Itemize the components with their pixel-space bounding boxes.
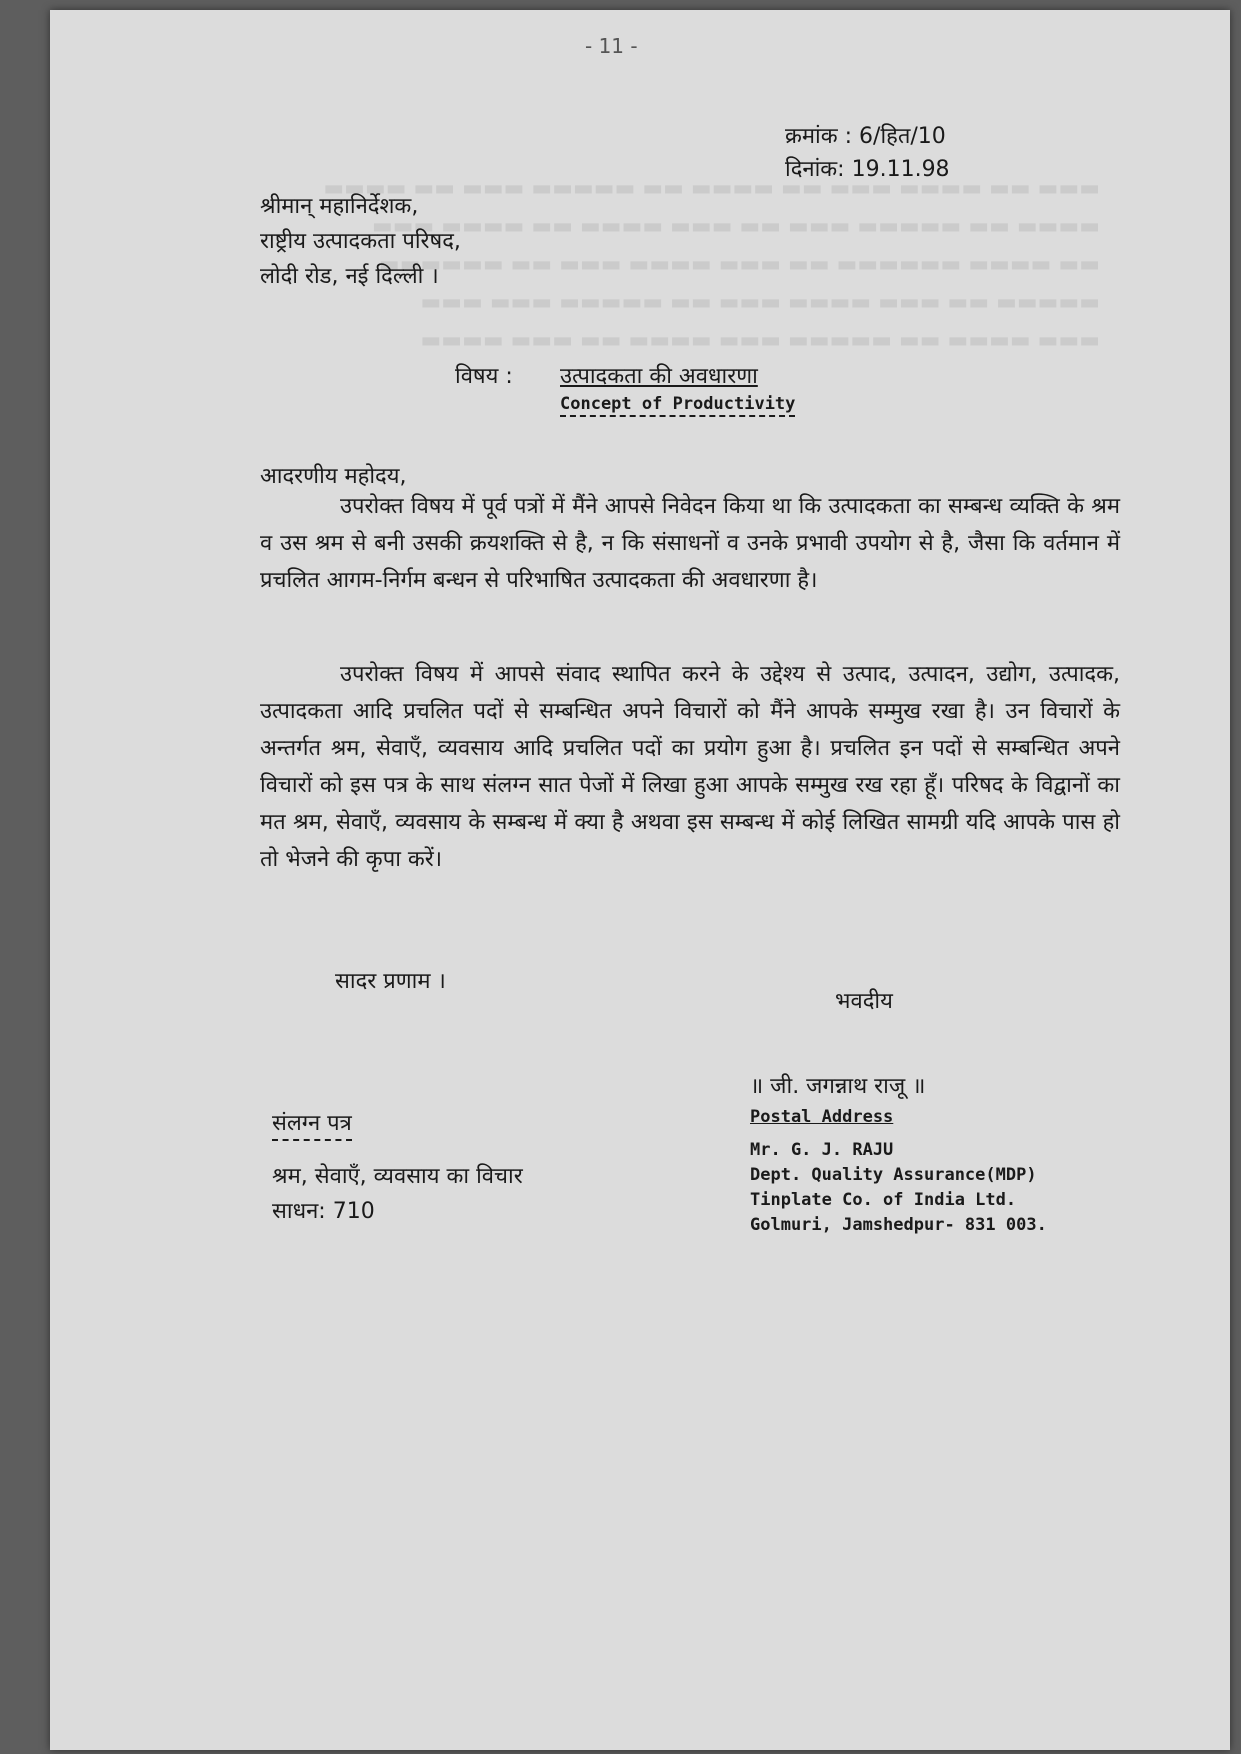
closing-greeting: सादर प्रणाम । — [335, 969, 446, 994]
postal-line-2: Dept. Quality Assurance(MDP) — [750, 1165, 1037, 1185]
bleed-through-text: ▬▬▬ ▬▬ ▬▬▬▬ ▬▬▬ ▬▬ ▬▬▬▬ ▬▬ ▬▬▬▬▬ ▬▬▬ ▬▬ ▬▬▬▬ ▬▬▬▬ ▬▬ ▬▬▬▬▬ ▬▬▬ ▬▬ ▬▬▬ ▬▬▬▬ ▬▬ ▬▬▬▬ ▬▬▬ ▬▬ ▬▬▬▬ ▬▬▬▬▬▬ ▬▬ ▬▬▬ ▬▬▬▬ ▬▬▬ ▬▬ ▬▬▬▬▬▬ ▬▬▬▬▬ ▬▬ ▬▬▬ ▬▬▬▬ ▬▬▬ ▬▬ ▬▬▬▬▬ ▬▬▬ ▬▬▬ ▬▬▬ ▬▬▬▬ ▬▬ ▬▬▬▬▬ ▬▬▬ ▬▬▬▬ ▬▬ ▬▬▬ ▬▬▬▬ — [323, 176, 1100, 353]
letter-date: दिनांक: 19.11.98 — [785, 157, 950, 182]
subject-english: Concept of Productivity — [560, 394, 795, 417]
paragraph-1 — [260, 488, 1120, 599]
reference-number: क्रमांक : 6/हित/10 — [785, 124, 946, 149]
signature-name: ॥ जी. जगन्नाथ राजू ॥ — [750, 1074, 926, 1099]
page-number: - 11 - — [585, 34, 638, 58]
subject-hindi: उत्पादकता की अवधारणा — [560, 364, 758, 389]
postal-line-3: Tinplate Co. of India Ltd. — [750, 1190, 1017, 1210]
addressee-line-2: राष्ट्रीय उत्पादकता परिषद, — [260, 229, 461, 254]
paragraph-2 — [260, 656, 1120, 878]
letter-page — [50, 10, 1230, 1750]
postal-address-title: Postal Address — [750, 1107, 894, 1127]
closing-yours: भवदीय — [835, 989, 893, 1014]
enclosure-title: संलग्न पत्र — [272, 1107, 352, 1141]
paragraph-2-text: उपरोक्त विषय में आपसे संवाद स्थापित करने के उद्देश्य से उत्पाद, उत्पादन, उद्योग, उत्पादक, उत्पादकता आदि प्रचलित पदों से सम्बन्धित अपने विचारों को मैंने आपके सम्मुख रखा है। उन विचारों के अन्तर्गत श्रम, सेवाएँ, व्यवसाय आदि प्रचलित पदों का प्रयोग हुआ है। प्रचलित इन पदों से सम्बन्धित अपने विचारों को इस पत्र के साथ संलग्न सात पेजों में लिखा हुआ आपके सम्मुख रख रहा हूँ। परिषद के विद्वानों का मत श्रम, सेवाएँ, व्यवसाय के सम्बन्ध में क्या है अथवा इस सम्बन्ध में कोई लिखित सामग्री यदि आपके पास हो तो भेजने की कृपा करें। — [260, 662, 1120, 872]
addressee-line-1: श्रीमान् महानिर्देशक, — [260, 194, 419, 219]
postal-line-1: Mr. G. J. RAJU — [750, 1140, 894, 1160]
addressee-line-3: लोदी रोड, नई दिल्ली । — [260, 264, 439, 289]
enclosure-line-1: श्रम, सेवाएँ, व्यवसाय का विचार — [272, 1164, 523, 1189]
enclosure-line-2: साधन: 710 — [272, 1199, 375, 1224]
salutation: आदरणीय महोदय, — [260, 464, 407, 489]
postal-line-4: Golmuri, Jamshedpur- 831 003. — [750, 1215, 1047, 1235]
subject-label: विषय : — [455, 364, 513, 389]
paragraph-1-text: उपरोक्त विषय में पूर्व पत्रों में मैंने आपसे निवेदन किया था कि उत्पादकता का सम्बन्ध व्यक्ति के श्रम व उस श्रम से बनी उसकी क्रयशक्ति से है, न कि संसाधनों व उनके प्रभावी उपयोग से है, जैसा कि वर्तमान में प्रचलित आगम-निर्गम बन्धन से परिभाषित उत्पादकता की अवधारणा है। — [260, 494, 1120, 593]
